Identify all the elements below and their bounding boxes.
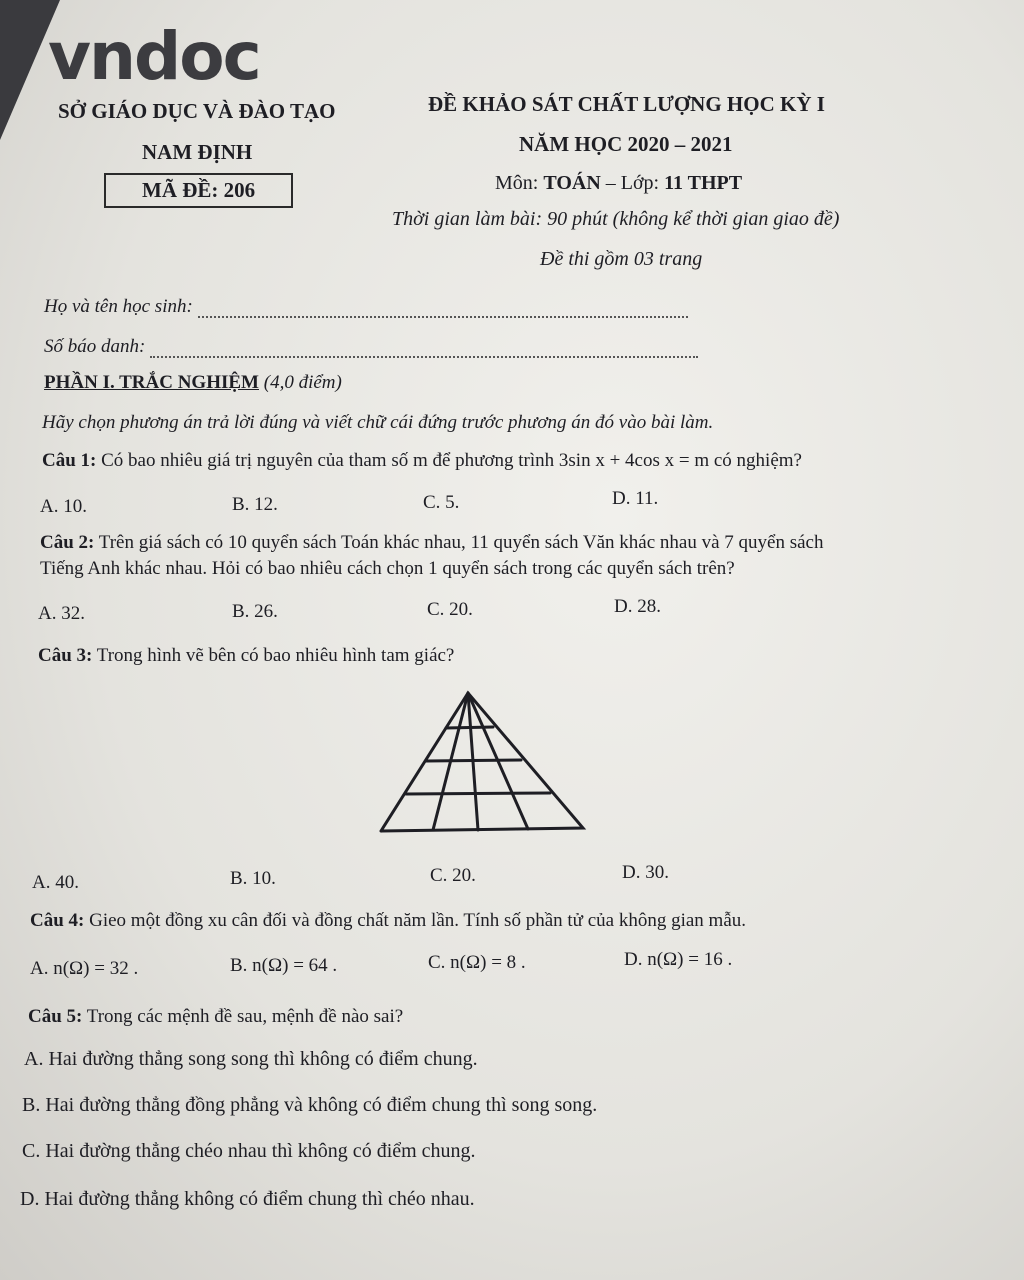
option-d: D. Hai đường thẳng không có điểm chung thì chéo nhau. (20, 1188, 475, 1210)
province-name: NAM ĐỊNH (142, 140, 253, 164)
student-name-dots (198, 302, 688, 318)
option-d: D. 28. (614, 596, 661, 617)
option-b: B. 10. (230, 868, 276, 889)
option-b: B. 26. (232, 601, 278, 622)
option-d: D. 11. (612, 488, 659, 509)
option-a: A. Hai đường thẳng song song thì không có điểm chung. (24, 1048, 478, 1070)
option-d: D. n(Ω) = 16 . (624, 949, 733, 970)
triangle-crossbar (406, 793, 550, 794)
question-text: Có bao nhiêu giá trị nguyên của tham số m để phương trình 3sin x + 4cos x = m có nghiệm? (96, 450, 802, 471)
subject-line (495, 172, 742, 195)
triangle-outline (381, 693, 583, 831)
triangle-crossbar (426, 760, 521, 761)
option-c: C. n(Ω) = 8 . (428, 952, 526, 973)
vndoc-logo: vndoc (48, 18, 260, 95)
student-id-dots (150, 342, 698, 358)
section-title: PHẦN I. TRẮC NGHIỆM (44, 372, 259, 393)
question-text: Gieo một đồng xu cân đối và đồng chất năm lần. Tính số phần tử của không gian mẫu. (84, 910, 746, 931)
student-id-label: Số báo danh: (44, 336, 146, 357)
question-3 (38, 645, 454, 667)
question-2 (40, 532, 823, 554)
question-label: Câu 3: (38, 645, 93, 666)
question-4 (30, 910, 746, 932)
exam-duration: Thời gian làm bài: 90 phút (không kể thời gian giao đề) (392, 208, 840, 230)
class-name: 11 THPT (664, 172, 743, 194)
question-label: Câu 1: (42, 450, 97, 471)
triangle-crossbar (446, 727, 493, 728)
question-text: Trên giá sách có 10 quyển sách Toán khác nhau, 11 quyển sách Văn khác nhau và 7 quyển sách (94, 532, 824, 553)
student-name-label: Họ và tên học sinh: (44, 296, 193, 317)
triangle-figure (378, 690, 588, 835)
question-label: Câu 2: (40, 532, 95, 553)
subject-prefix: Môn: (495, 172, 544, 194)
option-c: C. Hai đường thẳng chéo nhau thì không có điểm chung. (22, 1140, 476, 1162)
exam-title: ĐỀ KHẢO SÁT CHẤT LƯỢNG HỌC KỲ I (428, 92, 825, 116)
question-2-continued: Tiếng Anh khác nhau. Hỏi có bao nhiêu cách chọn 1 quyển sách trong các quyển sách trên? (40, 558, 735, 579)
option-b: B. 12. (232, 494, 278, 515)
option-c: C. 20. (430, 865, 476, 886)
exam-code-box: MÃ ĐỀ: 206 (104, 173, 293, 208)
option-c: C. 5. (423, 492, 460, 513)
subject-name: TOÁN (543, 172, 601, 194)
option-a: A. 32. (38, 603, 85, 624)
question-text: Trong hình vẽ bên có bao nhiêu hình tam giác? (92, 645, 455, 666)
option-a: A. 40. (32, 872, 79, 893)
student-name-field (44, 296, 688, 318)
page-count: Đề thi gồm 03 trang (540, 248, 703, 270)
option-a: A. 10. (40, 496, 87, 517)
question-text: Trong các mệnh đề sau, mệnh đề nào sai? (82, 1006, 404, 1027)
question-label: Câu 4: (30, 910, 85, 931)
question-label: Câu 5: (28, 1006, 83, 1027)
option-b: B. n(Ω) = 64 . (230, 955, 338, 976)
option-a: A. n(Ω) = 32 . (30, 958, 139, 979)
department-name: SỞ GIÁO DỤC VÀ ĐÀO TẠO (58, 99, 336, 123)
student-id-field (44, 336, 698, 358)
class-prefix: – Lớp: (600, 172, 665, 194)
section-points: (4,0 điểm) (259, 372, 342, 393)
option-b: B. Hai đường thẳng đồng phẳng và không có điểm chung thì song song. (22, 1094, 598, 1116)
section-heading (44, 372, 342, 394)
section-instruction: Hãy chọn phương án trả lời đúng và viết chữ cái đứng trước phương án đó vào bài làm. (42, 412, 714, 433)
option-c: C. 20. (427, 599, 473, 620)
question-1 (42, 450, 802, 472)
option-d: D. 30. (622, 862, 669, 883)
school-year: NĂM HỌC 2020 – 2021 (519, 132, 733, 156)
question-5 (28, 1006, 403, 1028)
